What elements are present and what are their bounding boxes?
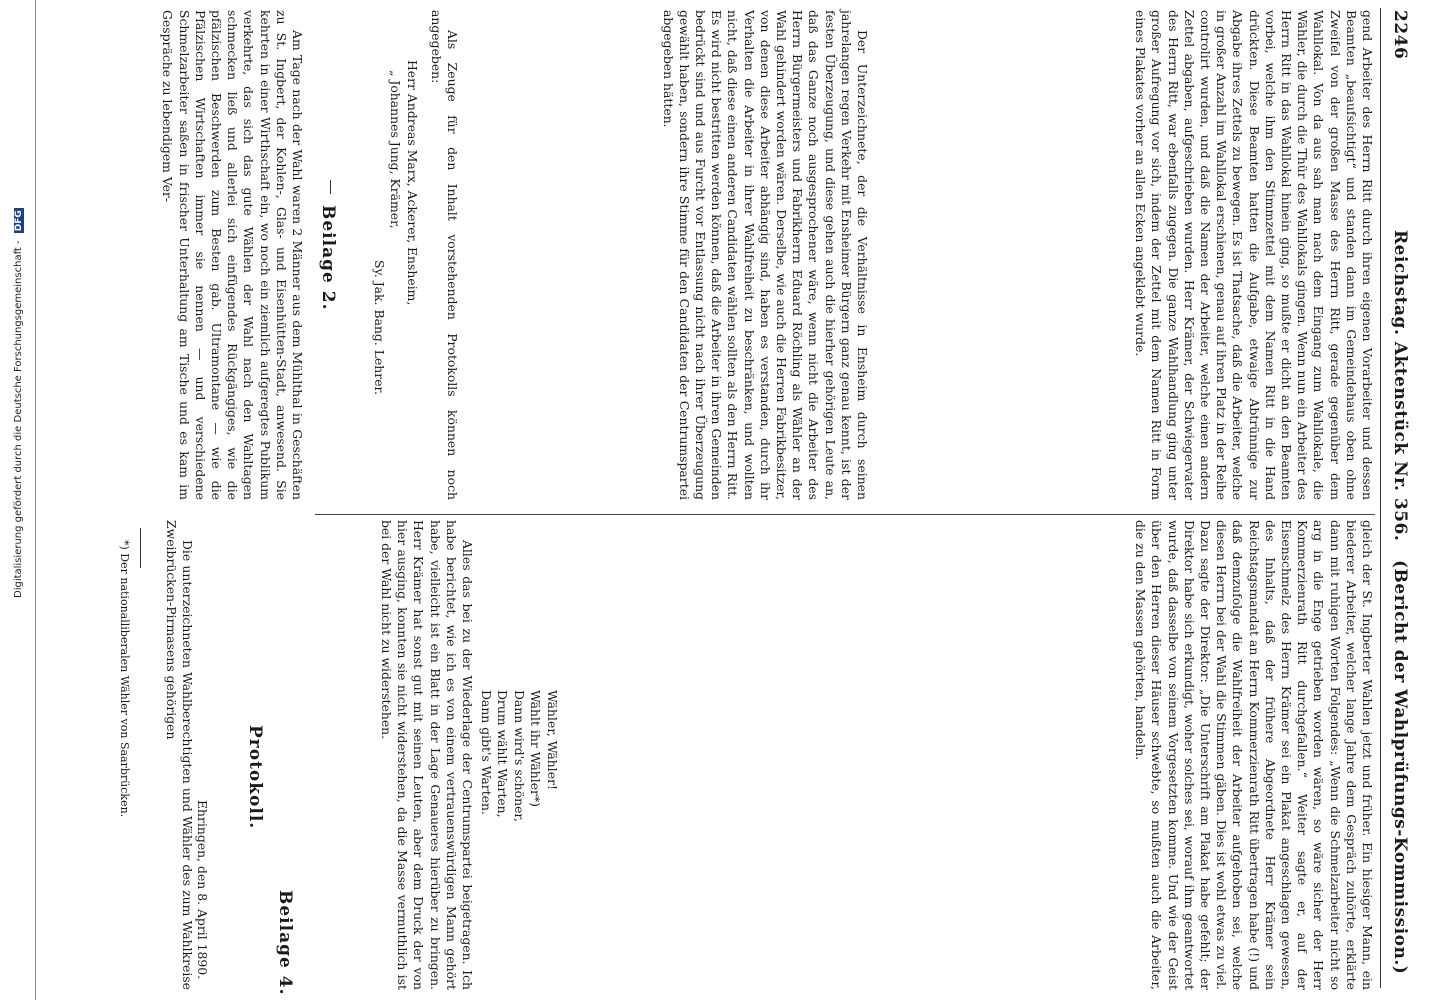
beilage-2-heading: Beilage 2. — [318, 205, 338, 311]
header-page-number: 2246 — [1390, 10, 1410, 60]
poem-line-2: Wählt ihr Wähler*) — [528, 690, 544, 807]
column-right-para-4: Am Tage nach der Wahl waren 2 Männer aus dem Mühlthal in Geschäften zu St. Ingbert, der Kohlen-, Glas- und Eisenhütten-Stadt, anwesend. Sie kehrten in einer Wirthschaft ein, wo noch ein ziemlich aufgeregtes Publikum verkehrte, das sich das gute Wählen der Wahl nach den Wahltagen schmecken ließ und allerlei sich einfügendes Rückgängiges, wie die pfälzischen Beschwerden zum Besten gab. Ultramontane — wie die Pfälzischen Wirtschaften immer sie nennen — und verschiedene Schmelzarbeiter saßen in frischer Unterhaltung am Tische und es kam im Gespräche zu lebendigem Ver- — [160, 10, 305, 500]
witness-3: Sy. Jak. Bang. Lehrer. — [372, 260, 387, 396]
poem-line-3: Dann wird's schöner, — [512, 690, 527, 822]
place-date: Ehringen, den 8. April 1890. — [195, 800, 210, 980]
column-right-para-3: Als Zeuge für den Inhalt vorstehenden Protokolls können noch angegeben: — [428, 10, 460, 500]
witness-1: Herr Andreas Marx, Ackerer, Ensheim, — [405, 60, 420, 306]
column-right-para-1: gend Arbeiter des Herrn Ritt durch ihren eigenen Vorarbeiter und dessen Beamten „beaufsichtigt“ und standen dann im Gemeindehaus oben ohne Zweifel von der großen Masse des Herrn Ritt, gerade gegenüber dem Wahllokal. Von da aus sah man nach dem Eingang zum Wahllokale, die Wähler, die durch die Thür des Wahllokals gingen. Wenn nun ein Arbeiter des Herrn Ritt in das Wahllokal hinein ging, so mußte er dicht an den Beamten vorbei, welche ihm den Stimmzettel mit dem Namen Ritt in die Hand drückten. Diese Beamten hatten die Aufgabe, etwaige Abtrünnige zur Abgabe ihres Zettels zu bewegen. Es ist Thatsache, daß die Arbeiter, welche in großer Anzahl im Wahllokal erschienen, genau auf ihren Platz in der Reihe controlirt wurden, und daß die Namen der Arbeiter, welche einen andern Zettel abgaben, aufgeschrieben wurden. Herr Krämer, der Schwiegervater des Herrn Ritt, war ebenfalls zugegen. Die ganze Wahlhandlung ging unter großer Aufregung vor sich, indem der Zettel mit dem Namen Ritt in Form eines Plakates vorher an allen Ecken angeklebt wurde. — [1133, 10, 1375, 500]
digitization-credit — [13, 208, 24, 598]
header-title: Reichstag. Aktenstück Nr. 356. — [1390, 230, 1410, 542]
poem-line-5: Dann gibt's Warten. — [479, 690, 494, 815]
column-left-para-3: Die unterzeichneten Wahlberechtigten und Wähler des zum Wahlkreise Zweibrücken-Pirmasens gehörigen — [163, 520, 195, 990]
footnote-rule — [140, 528, 141, 568]
credit-text: Digitalisierung gefördert durch die Deutsche Forschungsgemeinschaft - — [13, 237, 24, 598]
column-left-para-2: Alles das bei zu der Wiederlage der Centrumspartei beigetragen. Ich habe berichtet, wie ich es von einem vertrauenswürdigen Mann gehört habe, vielleicht ist ein Blatt in der Lage Genaueres hierüber zu bringen. Herr Krämer hat sonst gut mit seinen Leuten, aber dem Druck der von hier ausging, konnten sie nicht widerstehen, da die Masse vermuthlich ist bei der Wahl nicht zu widerstehen. — [378, 520, 475, 990]
witness-2: „ Johannes Jung, Krämer, — [388, 70, 404, 229]
dfg-logo: DFG — [14, 210, 24, 232]
footnote: *) Der nationalliberalen Wähler von Saarbrücken. — [118, 540, 131, 818]
header-commission: (Bericht der Wahlprüfungs-Kommission.) — [1390, 560, 1410, 975]
poem-line-1: Wähler, Wähler! — [545, 690, 560, 790]
column-left-para-1: gleich der St. Ingberter Wahlen jetzt und früher. Ein hiesiger Mann, ein biederer Arbeiter, welcher lange Jahre dem Gespräch zuhörte, erklärte dann mit ruhigen Worten Folgendes: „Wenn die Schmelzarbeiter nicht so arg in die Enge getrieben worden wären, so wäre sicher der Herr Kommerzienrath Ritt durchgefallen.“ Weiter sagte er, auf der Eisenschmelz des Herrn Krämer sei ein Plakat angeschlagen gewesen, des Inhalts, daß der frühere Abgeordnete Herr Krämer sein Reichstagsmandat an Herrn Kommerzienrath Ritt übertragen habe (!) und daß demzufolge die Wahlfreiheit der Arbeiter aufgehoben sei, welche diesen Herrn bei der Wahl die Stimmen gäben. Dies ist wohl etwas zu viel. Dazu sagte der Direktor: „Die Unterschrift am Plakat habe gefehlt; der Direktor habe sich erkundigt, woher solches sei, worauf ihm geantwortet wurde, daß dasselbe von seinem Vorgesetzten komme. Und wie der Geist über den Herren dieser Häuser schwebte, so mußten auch die Arbeiter, die zu den Massen gehörten, handeln. — [1133, 520, 1375, 990]
scan-edge-line — [35, 0, 36, 1000]
beilage-2-rule — [330, 180, 331, 194]
header-rule — [1380, 8, 1381, 988]
column-divider — [315, 514, 1375, 515]
column-right-para-2: Der Unterzeichnete, der die Verhältnisse in Ensheim durch seinen jahrelangen regen Verkehr mit Ensheimer Bürgern ganz genau kennt, ist der festen Überzeugung, und diese gehen auch die hierher gehörigen Leute an, daß das Ganze noch ausgesprochener wäre, wenn nicht die Arbeiter des Herrn Bürgermeisters und Fabrikherrn Eduard Röchling als Wähler an der Wahl gehindert worden wären. Derselbe, wie auch die Herren Fabrikbesitzer, von denen diese Arbeiter abhängig sind, haben es verstanden, durch ihr Verhalten die Arbeiter in ihrer Wahlfreiheit zu beschränken, und wollten nicht, daß diese einen anderen Candidaten wählen sollten als den Herrn Ritt. Es wird nicht bestritten werden können, daß die Arbeiter in ihren Gemeinden bedrückt sind und aus Furcht vor Entlassung nicht nach ihrer Überzeugung gewählt haben, sondern ihre Stimme für den Candidaten der Centrumspartei abgegeben hätten. — [660, 10, 870, 500]
poem-block — [478, 690, 561, 822]
beilage-4-heading: Beilage 4. — [275, 890, 295, 996]
protokoll-heading: Protokoll. — [245, 725, 265, 830]
poem-line-4: Drum wählt Warten, — [495, 690, 511, 818]
witness-list — [371, 60, 421, 395]
